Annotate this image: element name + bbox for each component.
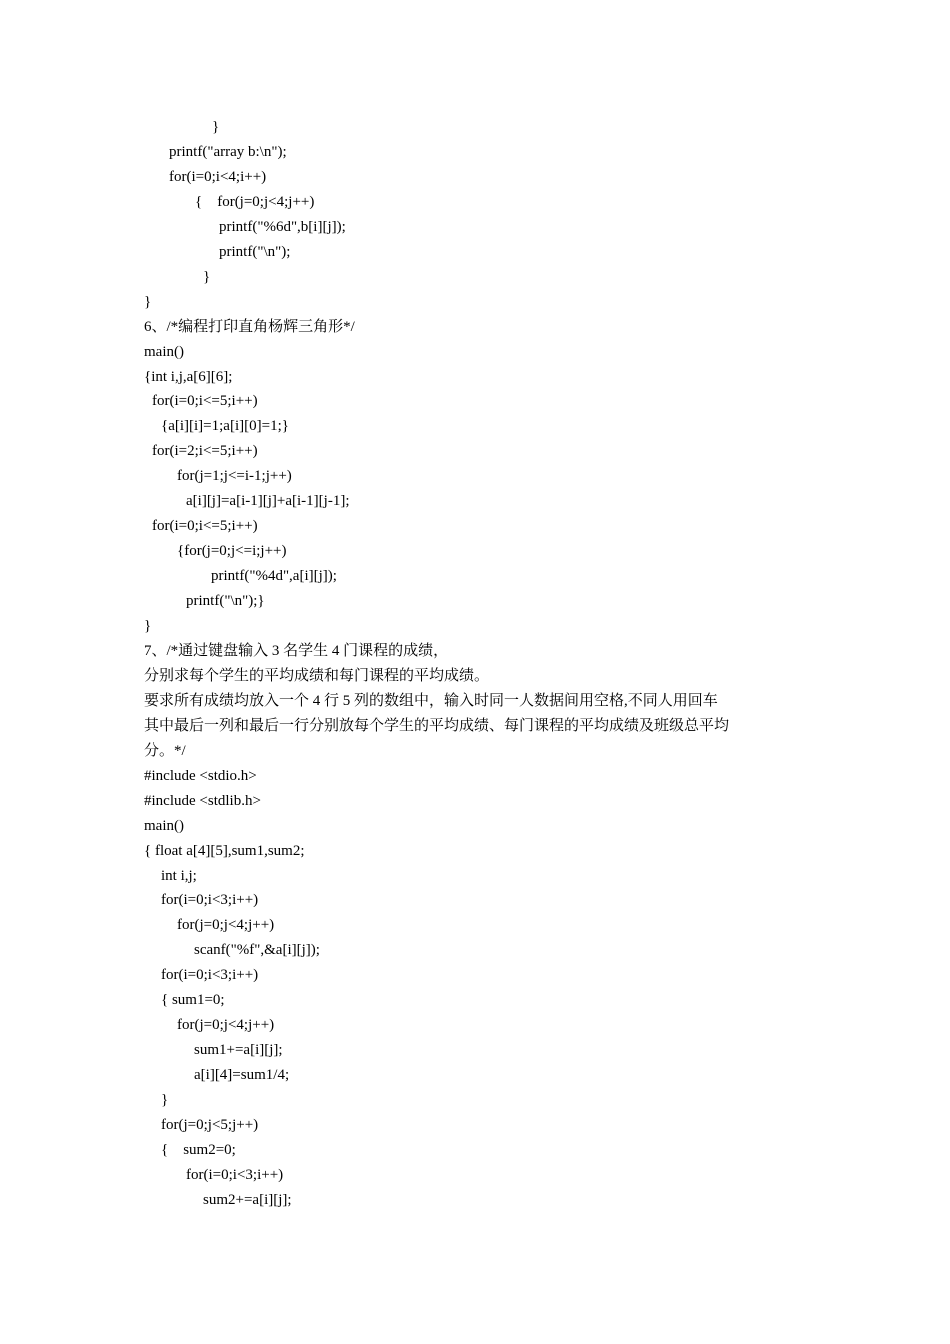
text-line: sum1+=a[i][j];: [194, 1042, 283, 1058]
text-line: #include <stdlib.h>: [144, 793, 261, 809]
text-line: {int i,j,a[6][6];: [144, 369, 233, 385]
text-line: for(i=0;i<=5;i++): [152, 393, 258, 409]
text-line: 6、/*编程打印直角杨辉三角形*/: [144, 319, 355, 335]
text-line: 其中最后一列和最后一行分别放每个学生的平均成绩、每门课程的平均成绩及班级总平均: [144, 718, 730, 734]
text-line: printf("\n");}: [186, 593, 265, 609]
text-line: { for(j=0;j<4;j++): [195, 194, 315, 210]
text-line: }: [161, 1092, 169, 1108]
text-line: for(i=0;i<3;i++): [186, 1167, 284, 1183]
text-line: #include <stdio.h>: [144, 768, 257, 784]
text-line: }: [144, 618, 152, 634]
text-line: int i,j;: [161, 868, 197, 884]
text-line: printf("%4d",a[i][j]);: [211, 568, 337, 584]
text-line: for(j=1;j<=i-1;j++): [177, 468, 292, 484]
text-line: for(i=0;i<4;i++): [169, 169, 267, 185]
text-line: for(i=0;i<3;i++): [161, 967, 259, 983]
text-line: for(i=0;i<=5;i++): [152, 518, 258, 534]
text-line: for(j=0;j<5;j++): [161, 1117, 259, 1133]
text-line: printf("array b:\n");: [169, 144, 287, 160]
text-line: a[i][4]=sum1/4;: [194, 1067, 290, 1083]
text-line: 7、/*通过键盘输入 3 名学生 4 门课程的成绩，: [144, 643, 449, 659]
text-line: }: [212, 119, 220, 135]
text-line: for(j=0;j<4;j++): [177, 1017, 275, 1033]
text-line: for(i=2;i<=5;i++): [152, 443, 258, 459]
text-line: { sum1=0;: [161, 992, 225, 1008]
text-line: main(): [144, 818, 184, 834]
text-line: {a[i][i]=1;a[i][0]=1;}: [161, 418, 289, 434]
text-line: {for(j=0;j<=i;j++): [177, 543, 287, 559]
text-line: printf("\n");: [219, 244, 291, 260]
text-line: 分。*/: [144, 743, 186, 759]
text-line: }: [203, 269, 211, 285]
text-line: main(): [144, 344, 184, 360]
text-line: a[i][j]=a[i-1][j]+a[i-1][j-1];: [186, 493, 350, 509]
text-line: 要求所有成绩均放入一个 4 行 5 列的数组中，输入时同一人数据间用空格,不同人用回车: [144, 693, 718, 709]
text-line: printf("%6d",b[i][j]);: [219, 219, 346, 235]
text-line: for(i=0;i<3;i++): [161, 892, 259, 908]
text-line: { sum2=0;: [161, 1142, 236, 1158]
text-line: scanf("%f",&a[i][j]);: [194, 942, 320, 958]
text-line: { float a[4][5],sum1,sum2;: [144, 843, 305, 859]
text-line: }: [144, 294, 152, 310]
text-line: 分别求每个学生的平均成绩和每门课程的平均成绩。: [144, 668, 490, 684]
text-line: for(j=0;j<4;j++): [177, 917, 275, 933]
text-line: sum2+=a[i][j];: [203, 1192, 292, 1208]
